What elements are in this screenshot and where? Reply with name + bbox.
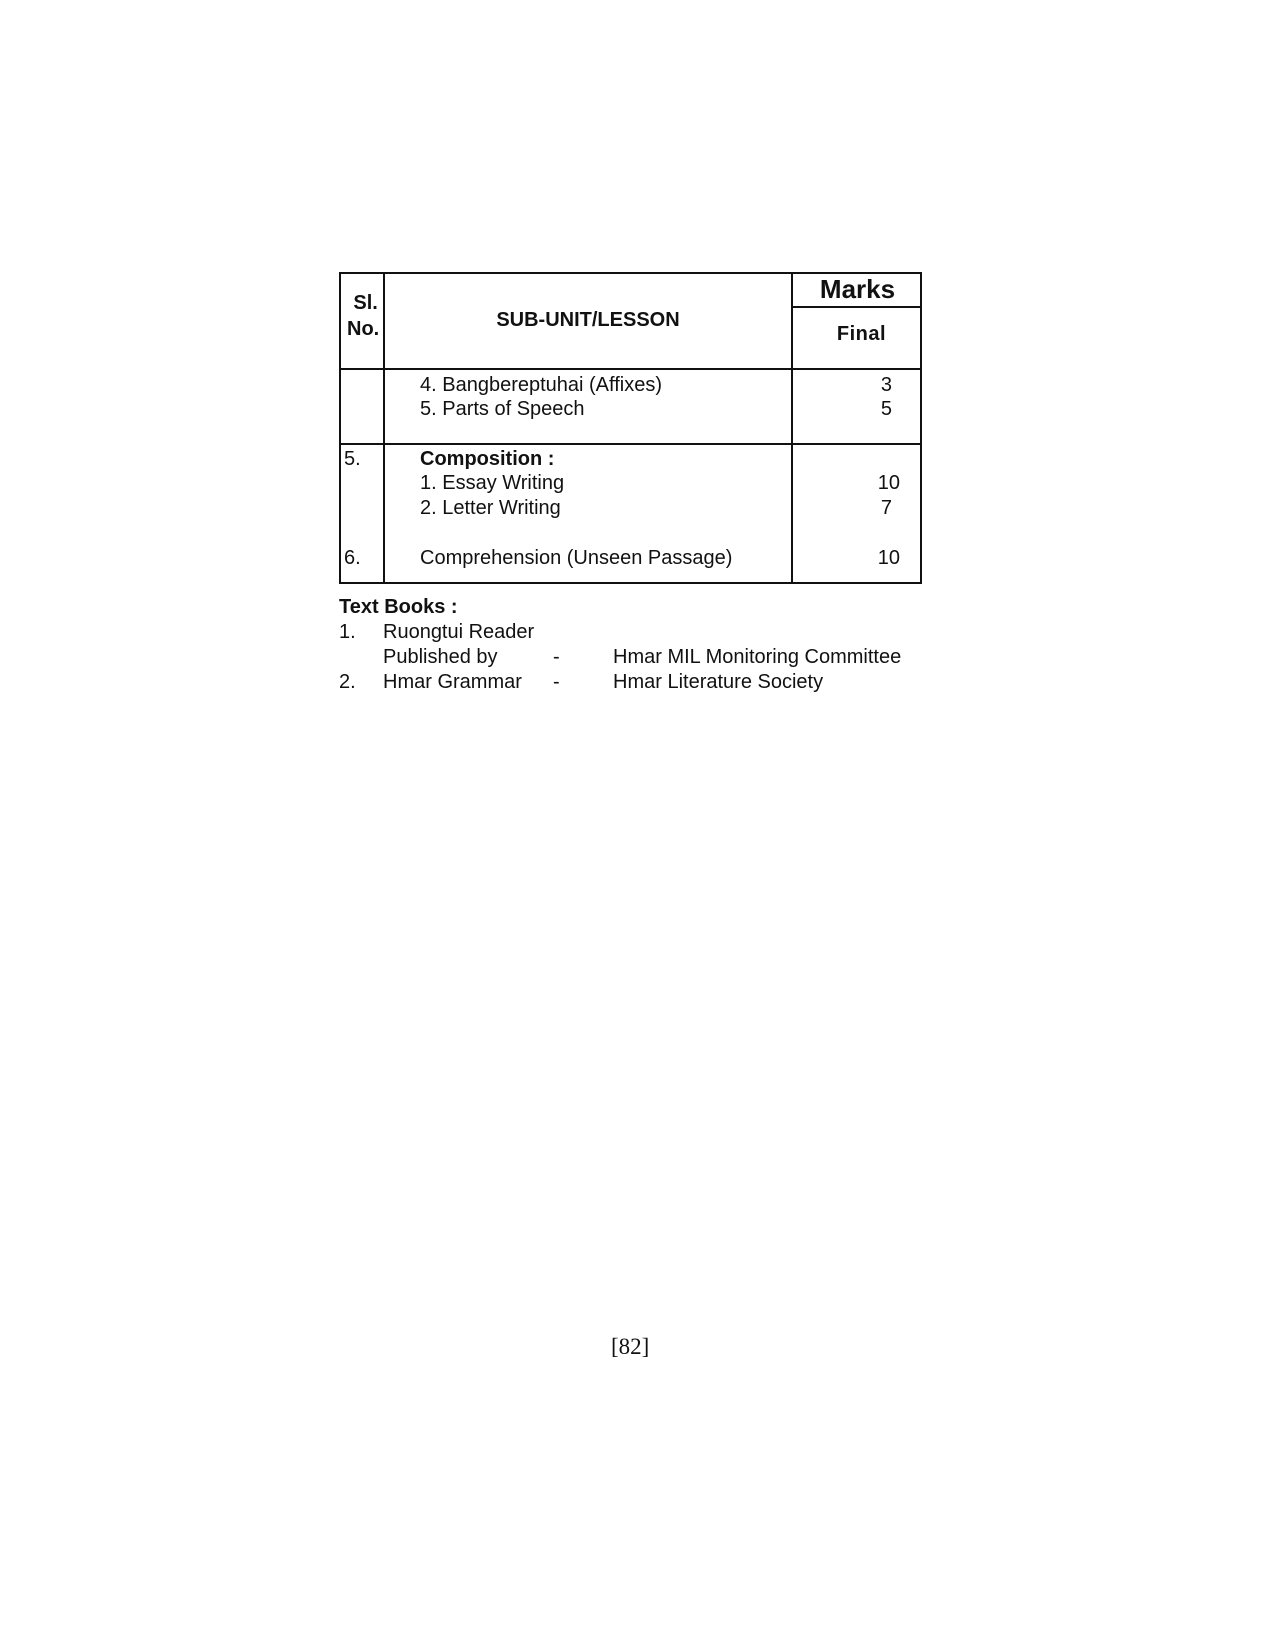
text-book-number: 1. xyxy=(339,621,356,643)
table-row-item-text: 1. Essay Writing xyxy=(420,472,565,494)
page-number: [82] xyxy=(611,1334,650,1359)
table-row-heading: Composition : xyxy=(420,448,555,470)
subunit-header: SUB-UNIT/LESSON xyxy=(496,309,680,331)
table-row-item-text: Comprehension (Unseen Passage) xyxy=(420,547,733,569)
table-row-item-marks: 3 xyxy=(880,374,892,396)
table-row-item-marks: 5 xyxy=(880,398,892,420)
sl-no-header-line2: No. xyxy=(347,318,380,340)
final-header: Final xyxy=(836,323,887,345)
text-book-dash: - xyxy=(553,671,560,693)
sl-no-header xyxy=(347,290,379,342)
text-book-source: Hmar MIL Monitoring Committee xyxy=(613,646,902,668)
text-book-title: Published by xyxy=(383,646,498,668)
text-book-number: 2. xyxy=(339,671,356,693)
table-row-item-text: 4. Bangbereptuhai (Affixes) xyxy=(420,374,663,396)
table-row-item-text: 5. Parts of Speech xyxy=(420,398,585,420)
table-header-divider xyxy=(339,368,922,370)
table-row-sl: 5. xyxy=(344,448,361,470)
text-book-source: Hmar Literature Society xyxy=(613,671,824,693)
table-row-item-marks: 10 xyxy=(877,547,900,569)
text-book-title: Ruongtui Reader xyxy=(383,621,535,643)
table-row-item-marks: 7 xyxy=(880,497,892,519)
text-book-dash: - xyxy=(553,646,560,668)
text-book-title: Hmar Grammar xyxy=(383,671,522,693)
table-row-divider xyxy=(339,443,922,445)
table-col-divider-marks xyxy=(791,272,793,584)
marks-header-divider xyxy=(791,306,922,308)
table-row-sl: 6. xyxy=(344,547,361,569)
table-row-item-text: 2. Letter Writing xyxy=(420,497,561,519)
sl-no-header-line1: Sl. xyxy=(353,292,378,314)
text-books-heading: Text Books : xyxy=(339,596,458,618)
table-row-item-marks: 10 xyxy=(877,472,900,494)
marks-header: Marks xyxy=(819,274,896,304)
